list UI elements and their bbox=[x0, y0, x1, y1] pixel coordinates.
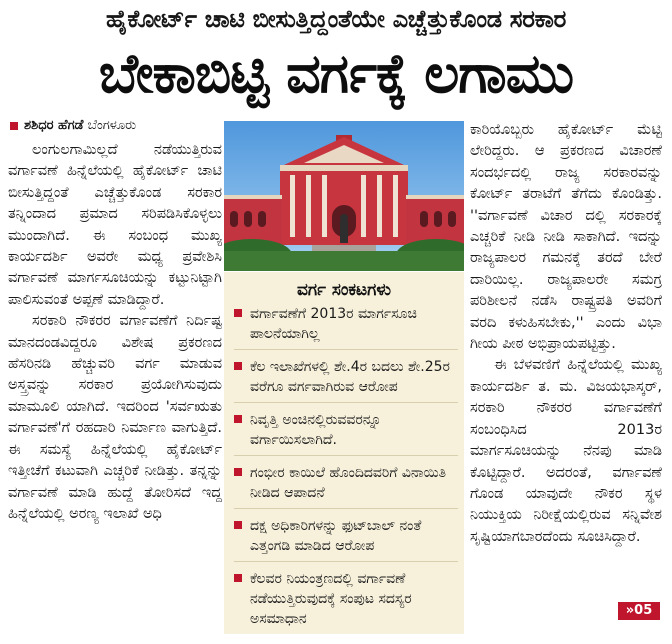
list-item-text: ನಿವೃತ್ತಿ ಅಂಚಿನಲ್ಲಿರುವವರನ್ನೂ ವರ್ಗಾಯಿಸಲಾಗಿದೆ. bbox=[250, 412, 382, 448]
list-item bbox=[234, 463, 458, 509]
bullet-icon bbox=[234, 574, 242, 582]
list-item-text: ವರ್ಗಾವಣೆಗೆ 2013ರ ಮಾರ್ಗಸೂಚಿ ಪಾಲನೆಯಾಗಿಲ್ಲ bbox=[250, 306, 417, 342]
list-item bbox=[234, 357, 458, 403]
byline bbox=[10, 116, 136, 136]
sidebar-box-list bbox=[224, 304, 464, 634]
bullet-icon bbox=[234, 362, 242, 370]
list-item-text: ಕೆಲವರ ನಿಯಂತ್ರಣದಲ್ಲಿ ವರ್ಗಾವಣೆ ನಡೆಯುತ್ತಿರುವುದಕ್ಕೆ ಸಂಪುಟ ಸದಸ್ಯರ ಅಸಮಾಧಾನ bbox=[250, 571, 412, 627]
article-column-right bbox=[470, 120, 662, 548]
bullet-icon bbox=[234, 309, 242, 317]
list-item-text: ದಕ್ಷ ಅಧಿಕಾರಿಗಳನ್ನು ಫುಟ್‌ಬಾಲ್ ನಂತೆ ಎತ್ತಂಗಡಿ ಮಾಡಿದ ಆರೋಪ bbox=[250, 518, 422, 554]
list-item bbox=[234, 516, 458, 562]
main-headline: ಬೇಕಾಬಿಟ್ಟಿ ವರ್ಗಕ್ಕೆ ಲಗಾಮು bbox=[98, 42, 574, 105]
bullet-icon bbox=[234, 468, 242, 476]
article-column-left bbox=[8, 140, 222, 525]
list-item-text: ಕೆಲ ಇಲಾಖೆಗಳಲ್ಲಿ ಶೇ.4ರ ಬದಲು ಶೇ.25ರ ವರೆಗೂ ವರ್ಗವಾಗಿರುವ ಆರೋಪ bbox=[250, 359, 450, 395]
bullet-icon bbox=[234, 521, 242, 529]
kicker-headline: ಹೈಕೋರ್ಟ್ ಚಾಟಿ ಬೀಸುತ್ತಿದ್ದಂತೆಯೇ ಎಚ್ಚೆತ್ತುಕೊಂಡ ಸರಕಾರ bbox=[106, 5, 566, 33]
continued-page-badge[interactable]: »05 bbox=[618, 602, 660, 620]
article-paragraph: ಲಂಗುಲಗಾಮಿಲ್ಲದೆ ನಡೆಯುತ್ತಿರುವ ವರ್ಗಾವಣೆ ಹಿನ್ನೆಲೆಯಲ್ಲಿ ಹೈಕೋರ್ಟ್ ಚಾಟಿ ಬೀಸುತ್ತಿದ್ದಂತೆ ಎಚ್ಚೆತ್ತುಕೊಂಡ ಸರಕಾರ ತನ್ನಿಂದಾದ ಪ್ರಮಾದ ಸರಿಪಡಿಸಿಕೊಳ್ಳಲು ಮುಂದಾಗಿದೆ. ಈ ಸಂಬಂಧ ಮುಖ್ಯ ಕಾರ್ಯದರ್ಶಿ ಅವರೇ ಮಧ್ಯ ಪ್ರವೇಶಿಸಿ ವರ್ಗಾವಣೆ ಮಾರ್ಗಸೂಚಿಯನ್ನು ಕಟ್ಟುನಿಟ್ಟಾಗಿ ಪಾಲಿಸುವಂತೆ ಅಪ್ಪಣೆ ಮಾಡಿದ್ದಾರೆ. bbox=[8, 142, 222, 308]
list-item bbox=[234, 304, 458, 350]
high-court-photo bbox=[224, 121, 464, 271]
bullet-icon bbox=[234, 415, 242, 423]
sidebar-box bbox=[224, 272, 464, 634]
byline-name: ಶಶಿಧರ ಹೆಗಡೆ bbox=[24, 118, 84, 133]
byline-place: ಬೆಂಗಳೂರು bbox=[87, 118, 137, 133]
list-item bbox=[234, 569, 458, 634]
sidebar-box-title: ವರ್ಗ ಸಂಕಟಗಳು bbox=[297, 280, 391, 300]
article-paragraph: ಸರಕಾರಿ ನೌಕರರ ವರ್ಗಾವಣೆಗೆ ನಿರ್ದಿಷ್ಟ ಮಾನದಂಡವಿದ್ದರೂ ವಿಶೇಷ ಪ್ರಕರಣದ ಹೆಸರಿನಡಿ ಹೆಚ್ಚುವರಿ ವರ್ಗ ಮಾಡುವ ಅಸ್ತ್ರವನ್ನು ಸರಕಾರ ಪ್ರಯೋಗಿಸುವುದು ಮಾಮೂಲಿ ಯಾಗಿದೆ. ಇದರಿಂದ 'ಸರ್ವಋತು ವರ್ಗಾವಣೆ'ಗೆ ರಹದಾರಿ ನಿರ್ಮಾಣ ವಾಗುತ್ತಿದೆ. ಈ ಸಮಸ್ಯೆ ಹಿನ್ನೆಲೆಯಲ್ಲಿ ಹೈಕೋರ್ಟ್ ಇತ್ತೀಚೆಗೆ ಕಟುವಾಗಿ ಎಚ್ಚರಿಕೆ ನೀಡಿತ್ತು. ತನ್ನನ್ನು ವರ್ಗಾವಣೆ ಮಾಡಿ ಹುದ್ದೆ ತೋರಿಸದೆ ಇದ್ದ ಹಿನ್ನೆಲೆಯಲ್ಲಿ ಅರಣ್ಯ ಇಲಾಖೆ ಅಧಿ bbox=[8, 313, 222, 522]
list-item bbox=[234, 410, 458, 456]
article-paragraph: ಈ ಬೆಳವಣಿಗೆ ಹಿನ್ನೆಲೆಯಲ್ಲಿ ಮುಖ್ಯ ಕಾರ್ಯದರ್ಶಿ ತ. ಮ. ವಿಜಯಭಾಸ್ಕರ್, ಸರಕಾರಿ ನೌಕರರ ವರ್ಗಾವಣೆಗೆ ಸಂಬಂಧಿಸಿದ 2013ರ ಮಾರ್ಗಸೂಚಿಯನ್ನು ನೆನಪು ಮಾಡಿ ಕೊಟ್ಟಿದ್ದಾರೆ. ಅದರಂತೆ, ವರ್ಗಾವಣೆ ಗೊಂಡ ಯಾವುದೇ ನೌಕರ ಸ್ಥಳ ನಿಯುಕ್ತಿಯ ನಿರೀಕ್ಷೆಯಲ್ಲಿರುವ ಸನ್ನಿವೇಶ ಸೃಷ್ಟಿಯಾಗಬಾರದೆಂದು ಸೂಚಿಸಿದ್ದಾರೆ. bbox=[470, 357, 662, 545]
list-item-text: ಗಂಭೀರ ಕಾಯಿಲೆ ಹೊಂದಿದವರಿಗೆ ವಿನಾಯಿತಿ ನೀಡಿದ ಆಪಾದನೆ bbox=[250, 465, 447, 501]
article-paragraph: ಕಾರಿಯೊಬ್ಬರು ಹೈಕೋರ್ಟ್ ಮೆಟ್ಟಿ ಲೇರಿದ್ದರು. ಆ ಪ್ರಕರಣದ ವಿಚಾರಣೆ ಸಂದರ್ಭದಲ್ಲಿ ರಾಜ್ಯ ಸರಕಾರವನ್ನು ಕೋರ್ಟ್ ತರಾಟೆಗೆ ತೆಗೆದು ಕೊಂಡಿತ್ತು. ''ವರ್ಗಾವಣೆ ವಿಚಾರ ದಲ್ಲಿ ಸರಕಾರಕ್ಕೆ ಎಚ್ಚರಿಕೆ ನೀಡಿ ನೀಡಿ ಸಾಕಾಗಿದೆ. ಇದನ್ನು ರಾಜ್ಯಪಾಲರ ಗಮನಕ್ಕೆ ತರದೆ ಬೇರೆ ದಾರಿಯಿಲ್ಲ. ರಾಜ್ಯಪಾಲರೇ ಸಮಗ್ರ ಪರಿಶೀಲನೆ ನಡೆಸಿ ರಾಷ್ಟ್ರಪತಿ ಅವರಿಗೆ ವರದಿ ಕಳುಹಿಸಬೇಕು,'' ಎಂದು ವಿಭಾ ಗೀಯ ಪೀಠ ಅಭಿಪ್ರಾಯಪಟ್ಟಿತ್ತು. bbox=[470, 122, 662, 353]
byline-marker-icon bbox=[10, 122, 18, 130]
